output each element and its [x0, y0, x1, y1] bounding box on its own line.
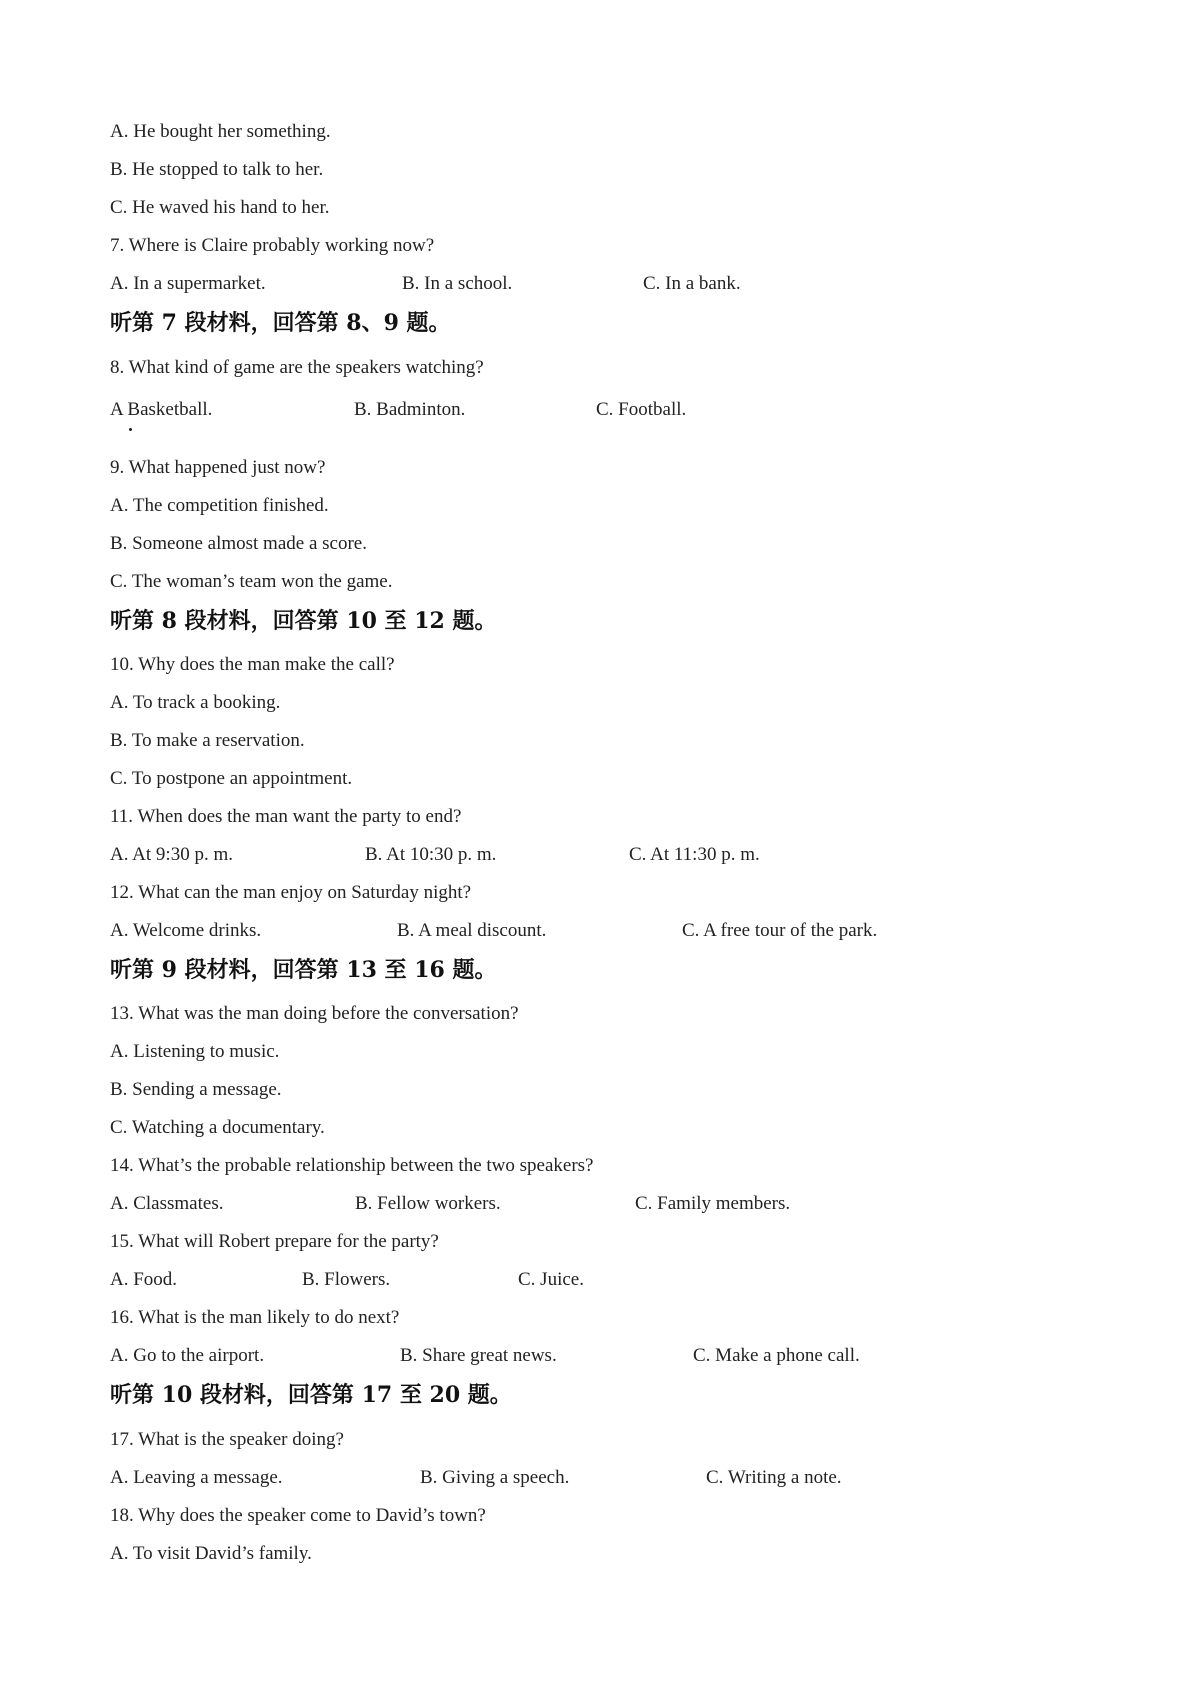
question-17: 17. What is the speaker doing? — [110, 1429, 344, 1450]
option-c: C. Writing a note. — [706, 1467, 842, 1488]
option-b: B. Giving a speech. — [420, 1467, 570, 1488]
question-7: 7. Where is Claire probably working now? — [110, 235, 435, 256]
option-line: A. To visit David’s family. — [110, 1543, 312, 1564]
option-line: C. Watching a documentary. — [110, 1117, 325, 1138]
option-line: B. He stopped to talk to her. — [110, 159, 324, 180]
option-line: B. Sending a message. — [110, 1079, 282, 1100]
option-c: C. Football. — [596, 399, 687, 420]
question-10: 10. Why does the man make the call? — [110, 654, 395, 675]
question-16: 16. What is the man likely to do next? — [110, 1307, 400, 1328]
option-a: A. Classmates. — [110, 1193, 224, 1214]
option-b: B. A meal discount. — [397, 920, 547, 941]
option-b: B. At 10:30 p. m. — [365, 844, 497, 865]
question-13: 13. What was the man doing before the conversation? — [110, 1003, 519, 1024]
question-9: 9. What happened just now? — [110, 457, 326, 478]
option-a: A. Food. — [110, 1269, 178, 1290]
option-a: A. At 9:30 p. m. — [110, 844, 233, 865]
option-b: B. Badminton. — [354, 399, 466, 420]
question-15: 15. What will Robert prepare for the party? — [110, 1231, 439, 1252]
option-b: B. Flowers. — [302, 1269, 391, 1290]
option-a: A. Welcome drinks. — [110, 920, 262, 941]
option-line: A. To track a booking. — [110, 692, 281, 713]
option-b: B. Share great news. — [400, 1345, 557, 1366]
question-14: 14. What’s the probable relationship between the two speakers? — [110, 1155, 594, 1176]
option-line: C. To postpone an appointment. — [110, 768, 353, 789]
option-b: B. In a school. — [402, 273, 513, 294]
option-c: C. At 11:30 p. m. — [629, 844, 760, 865]
option-line: C. The woman’s team won the game. — [110, 571, 393, 592]
option-line: A. Listening to music. — [110, 1041, 280, 1062]
option-line: B. To make a reservation. — [110, 730, 305, 751]
option-line: B. Someone almost made a score. — [110, 533, 367, 554]
option-c: C. In a bank. — [643, 273, 741, 294]
section-heading-10: 听第 10 段材料，回答第 17 至 20 题。 — [110, 1382, 512, 1408]
stray-dot — [129, 428, 132, 431]
option-c: C. Juice. — [518, 1269, 584, 1290]
option-line: C. He waved his hand to her. — [110, 197, 330, 218]
question-12: 12. What can the man enjoy on Saturday night? — [110, 882, 472, 903]
option-line: A. He bought her something. — [110, 121, 331, 142]
section-heading-8: 听第 8 段材料，回答第 10 至 12 题。 — [110, 608, 497, 634]
question-18: 18. Why does the speaker come to David’s town? — [110, 1505, 486, 1526]
option-a: A. Leaving a message. — [110, 1467, 283, 1488]
section-heading-7: 听第 7 段材料，回答第 8、9 题。 — [110, 310, 451, 336]
question-8: 8. What kind of game are the speakers watching? — [110, 357, 484, 378]
option-a: A. In a supermarket. — [110, 273, 266, 294]
question-11: 11. When does the man want the party to end? — [110, 806, 462, 827]
option-b: B. Fellow workers. — [355, 1193, 501, 1214]
option-a: A. Go to the airport. — [110, 1345, 265, 1366]
option-c: C. Make a phone call. — [693, 1345, 860, 1366]
option-c: C. Family members. — [635, 1193, 791, 1214]
option-line: A. The competition finished. — [110, 495, 329, 516]
section-heading-9: 听第 9 段材料，回答第 13 至 16 题。 — [110, 957, 497, 983]
option-a: A Basketball. — [110, 399, 213, 420]
option-c: C. A free tour of the park. — [682, 920, 878, 941]
